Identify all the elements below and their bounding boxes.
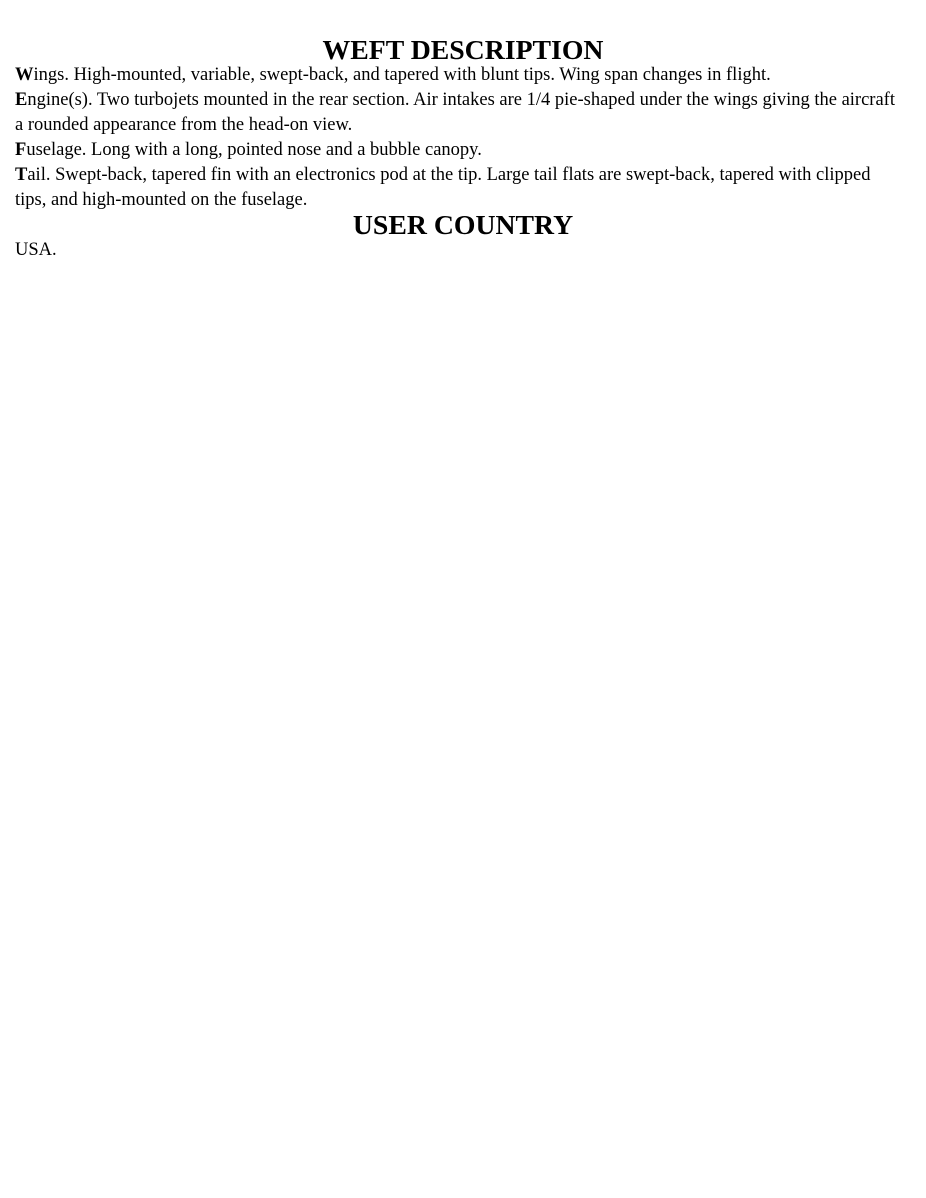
weft-item-text: ngine(s). Two turbojets mounted in the rear section. Air intakes are 1/4 pie-shaped under the wings giving the aircraft a rounded appearance from the head-on view. xyxy=(15,90,895,135)
weft-item-lead: T xyxy=(15,165,28,185)
weft-item-engines xyxy=(15,88,896,138)
weft-item-text: ail. Swept-back, tapered fin with an electronics pod at the tip. Large tail flats are swept-back, tapered with clipped tips, and high-mounted on the fuselage. xyxy=(15,165,871,210)
weft-item-lead: W xyxy=(15,65,34,85)
weft-item-lead: F xyxy=(15,140,27,160)
weft-item-lead: E xyxy=(15,90,28,110)
weft-description-heading: WEFT DESCRIPTION xyxy=(322,35,604,66)
weft-item-fuselage xyxy=(15,138,896,163)
weft-item-text: ings. High-mounted, variable, swept-back, and tapered with blunt tips. Wing span changes in flight. xyxy=(33,65,771,85)
weft-item-text: uselage. Long with a long, pointed nose and a bubble canopy. xyxy=(26,140,482,160)
weft-item-wings xyxy=(15,63,896,88)
user-country-heading: USER COUNTRY xyxy=(352,210,574,241)
user-country-text: USA. xyxy=(15,240,57,260)
weft-item-tail xyxy=(15,163,896,213)
